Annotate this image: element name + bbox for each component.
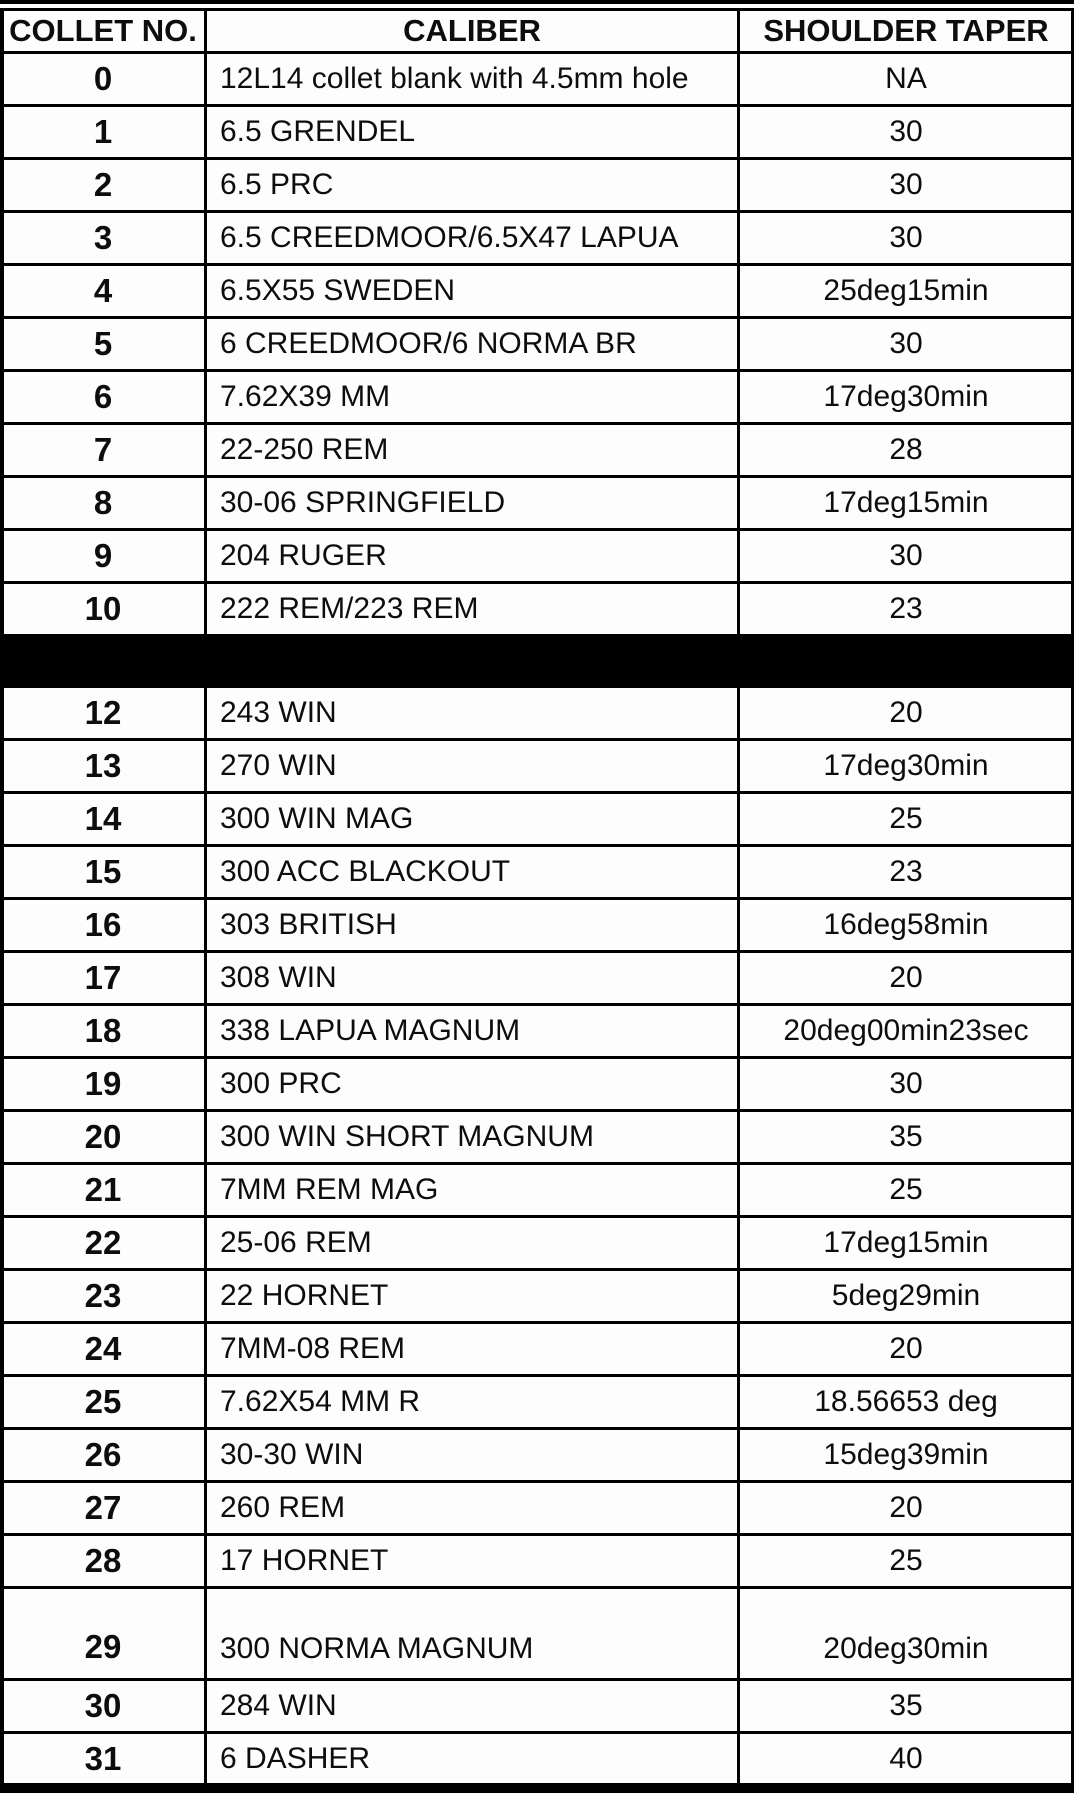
shoulder-taper-cell: 25deg15min <box>823 274 989 307</box>
collet-no-cell: 31 <box>84 1740 122 1777</box>
table-row <box>0 1324 1074 1377</box>
table-row <box>0 688 1074 741</box>
header-caliber: CALIBER <box>403 13 541 48</box>
redacted-row <box>0 637 1074 688</box>
collet-no-cell: 28 <box>84 1542 122 1579</box>
shoulder-taper-cell: 17deg30min <box>823 749 989 782</box>
shoulder-taper-cell: 16deg58min <box>823 908 989 941</box>
caliber-cell: 7MM-08 REM <box>220 1332 406 1365</box>
collet-no-cell: 25 <box>84 1383 122 1420</box>
shoulder-taper-cell: 40 <box>889 1742 923 1775</box>
caliber-cell: 300 PRC <box>220 1067 342 1100</box>
collet-no-cell: 7 <box>93 431 113 468</box>
caliber-cell: 204 RUGER <box>220 539 387 572</box>
caliber-cell: 22 HORNET <box>220 1279 389 1312</box>
collet-no-cell: 23 <box>84 1277 122 1314</box>
collet-no-cell: 0 <box>93 60 113 97</box>
collet-no-cell: 24 <box>84 1330 122 1367</box>
shoulder-taper-cell: 20 <box>889 961 923 994</box>
table-row <box>0 54 1074 107</box>
shoulder-taper-cell: 20 <box>889 1491 923 1524</box>
caliber-cell: 6.5X55 SWEDEN <box>220 274 456 307</box>
caliber-cell: 300 NORMA MAGNUM <box>220 1632 534 1665</box>
caliber-cell: 300 ACC BLACKOUT <box>220 855 511 888</box>
table-row <box>0 213 1074 266</box>
collet-no-cell: 22 <box>84 1224 122 1261</box>
table-row <box>0 266 1074 319</box>
table-row <box>0 1165 1074 1218</box>
caliber-cell: 17 HORNET <box>220 1544 389 1577</box>
collet-no-cell: 15 <box>84 853 122 890</box>
collet-no-cell: 8 <box>93 484 113 521</box>
table-row <box>0 160 1074 213</box>
table-col2-divider-line <box>737 8 740 1786</box>
caliber-cell: 284 WIN <box>220 1689 337 1722</box>
page-bottom-edge-line <box>0 1783 1074 1793</box>
shoulder-taper-cell: NA <box>885 62 927 95</box>
collet-no-cell: 16 <box>84 906 122 943</box>
collet-no-cell: 26 <box>84 1436 122 1473</box>
caliber-cell: 7MM REM MAG <box>220 1173 439 1206</box>
caliber-cell: 30-30 WIN <box>220 1438 364 1471</box>
collet-no-cell: 18 <box>84 1012 122 1049</box>
table-row <box>0 425 1074 478</box>
collet-no-cell: 3 <box>93 219 113 256</box>
caliber-cell: 6.5 GRENDEL <box>220 115 416 148</box>
shoulder-taper-cell: 20 <box>889 696 923 729</box>
caliber-cell: 270 WIN <box>220 749 337 782</box>
shoulder-taper-cell: 25 <box>889 802 923 835</box>
shoulder-taper-cell: 20deg00min23sec <box>783 1014 1029 1047</box>
caliber-cell: 303 BRITISH <box>220 908 397 941</box>
caliber-cell: 6 DASHER <box>220 1742 371 1775</box>
shoulder-taper-cell: 30 <box>889 1067 923 1100</box>
caliber-cell: 6.5 CREEDMOOR/6.5X47 LAPUA <box>220 221 679 254</box>
table-row <box>0 107 1074 160</box>
table-row <box>0 584 1074 637</box>
collet-no-cell: 20 <box>84 1118 122 1155</box>
shoulder-taper-cell: 30 <box>889 539 923 572</box>
table-row <box>0 1059 1074 1112</box>
shoulder-taper-cell: 17deg15min <box>823 1226 989 1259</box>
caliber-cell: 260 REM <box>220 1491 346 1524</box>
collet-no-cell: 10 <box>84 590 122 627</box>
caliber-cell: 300 WIN MAG <box>220 802 414 835</box>
header-collet-no: COLLET NO. <box>9 13 197 48</box>
shoulder-taper-cell: 17deg15min <box>823 486 989 519</box>
collet-no-cell: 27 <box>84 1489 122 1526</box>
shoulder-taper-cell: 28 <box>889 433 923 466</box>
shoulder-taper-cell: 15deg39min <box>823 1438 989 1471</box>
collet-no-cell: 6 <box>93 378 113 415</box>
table-row <box>0 1430 1074 1483</box>
collet-no-cell: 30 <box>84 1687 122 1724</box>
table-row <box>0 900 1074 953</box>
shoulder-taper-cell: 30 <box>889 221 923 254</box>
collet-table-body <box>0 54 1074 1787</box>
table-row <box>0 1483 1074 1536</box>
caliber-cell: 30-06 SPRINGFIELD <box>220 486 506 519</box>
shoulder-taper-cell: 30 <box>889 327 923 360</box>
table-row <box>0 478 1074 531</box>
table-row <box>0 741 1074 794</box>
collet-table <box>0 8 1074 1787</box>
shoulder-taper-cell: 25 <box>889 1544 923 1577</box>
collet-no-cell: 29 <box>84 1628 122 1665</box>
caliber-cell: 243 WIN <box>220 696 337 729</box>
shoulder-taper-cell: 23 <box>889 855 923 888</box>
collet-no-cell: 5 <box>93 325 113 362</box>
table-row <box>0 1218 1074 1271</box>
shoulder-taper-cell: 17deg30min <box>823 380 989 413</box>
collet-no-cell: 9 <box>93 537 113 574</box>
table-row <box>0 1271 1074 1324</box>
header-shoulder-taper: SHOULDER TAPER <box>763 13 1049 48</box>
shoulder-taper-cell: 20deg30min <box>823 1632 989 1665</box>
table-header-row <box>0 8 1074 54</box>
table-row <box>0 1536 1074 1589</box>
shoulder-taper-cell: 25 <box>889 1173 923 1206</box>
caliber-cell: 300 WIN SHORT MAGNUM <box>220 1120 594 1153</box>
shoulder-taper-cell: 35 <box>889 1120 923 1153</box>
collet-no-cell: 2 <box>93 166 113 203</box>
caliber-cell: 22-250 REM <box>220 433 389 466</box>
table-row <box>0 1589 1074 1681</box>
collet-no-cell: 17 <box>84 959 122 996</box>
shoulder-taper-cell: 30 <box>889 168 923 201</box>
collet-no-cell: 19 <box>84 1065 122 1102</box>
collet-no-cell: 12 <box>84 694 122 731</box>
caliber-cell: 7.62X54 MM R <box>220 1385 421 1418</box>
caliber-cell: 6 CREEDMOOR/6 NORMA BR <box>220 327 637 360</box>
table-row <box>0 531 1074 584</box>
caliber-cell: 308 WIN <box>220 961 337 994</box>
caliber-cell: 25-06 REM <box>220 1226 372 1259</box>
table-left-border-line <box>0 8 4 1786</box>
shoulder-taper-cell: 23 <box>889 592 923 625</box>
table-row <box>0 1734 1074 1787</box>
table-col1-divider-line <box>204 8 207 1786</box>
caliber-cell: 338 LAPUA MAGNUM <box>220 1014 521 1047</box>
caliber-cell: 7.62X39 MM <box>220 380 391 413</box>
shoulder-taper-cell: 20 <box>889 1332 923 1365</box>
collet-no-cell: 13 <box>84 747 122 784</box>
table-row <box>0 794 1074 847</box>
shoulder-taper-cell: 30 <box>889 115 923 148</box>
table-row <box>0 847 1074 900</box>
shoulder-taper-cell: 35 <box>889 1689 923 1722</box>
table-row <box>0 953 1074 1006</box>
table-row <box>0 319 1074 372</box>
table-row <box>0 1681 1074 1734</box>
collet-no-cell: 14 <box>84 800 122 837</box>
table-row <box>0 1112 1074 1165</box>
table-row <box>0 372 1074 425</box>
caliber-cell: 6.5 PRC <box>220 168 334 201</box>
shoulder-taper-cell: 5deg29min <box>831 1279 981 1312</box>
shoulder-taper-cell: 18.56653 deg <box>814 1385 998 1418</box>
collet-no-cell: 4 <box>93 272 113 309</box>
table-row <box>0 1006 1074 1059</box>
caliber-cell: 12L14 collet blank with 4.5mm hole <box>220 62 689 95</box>
collet-no-cell: 21 <box>84 1171 122 1208</box>
table-row <box>0 1377 1074 1430</box>
caliber-cell: 222 REM/223 REM <box>220 592 479 625</box>
page-top-edge-line <box>0 0 1074 4</box>
collet-no-cell: 1 <box>93 113 113 150</box>
